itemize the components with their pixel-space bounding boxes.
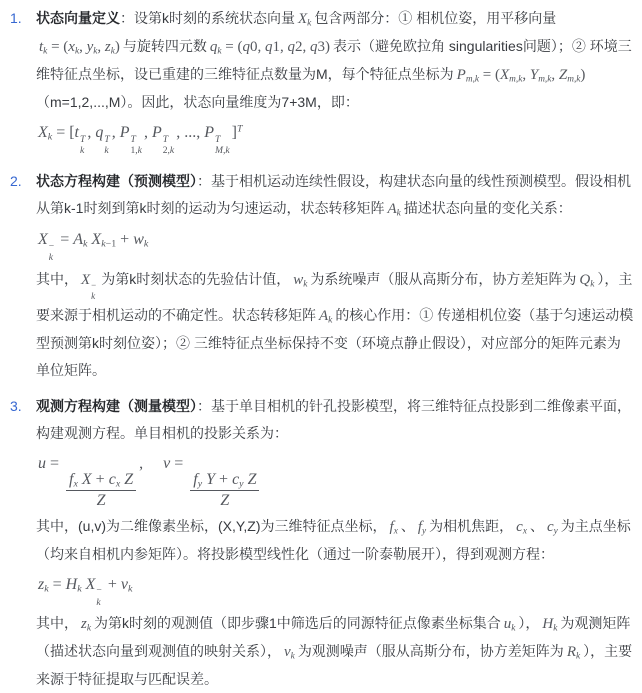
text-run: 设第k时刻的系统状态向量	[134, 10, 295, 26]
fraction: $\frac{f_x X + c_x Z}{Z}$	[66, 470, 136, 511]
inline-math: $c_y$	[546, 518, 558, 536]
text-run: 为观测矩阵（描述状态向量到观测值的映射关系），	[36, 615, 631, 660]
inline-math: $P_{m,k} = (X_{m,k}$, $Y_{m,k}$, $Z_{m,k}$)	[456, 67, 586, 85]
inline-math: $Q_k$	[579, 271, 595, 289]
text-run: 为主点坐标（均来自相机内参矩阵）。将投影模型线性化（通过一阶泰勒展开），得到观测方程：	[36, 517, 631, 562]
text-run: 为系统噪声（服从高斯分布，协方差矩阵为	[310, 270, 577, 287]
inline-math: $f_y$	[417, 518, 427, 536]
inline-math: $H_k$	[542, 616, 558, 634]
text-run: 为第k时刻状态的先验估计值，	[101, 270, 291, 287]
inline-math: $v_k$	[284, 644, 295, 662]
numbered-list	[10, 5, 634, 693]
text-run: 基于单目相机的针孔投影模型，将三维特征点投影到二维像素平面，构建观测方程。单目相机的投影关系为：	[36, 397, 631, 441]
list-number: 1.	[10, 10, 22, 26]
inline-math: $t_k = (x_k$, $y_k$, $z_k$)	[39, 39, 120, 57]
text-run: 基于相机运动连续性假设，构建状态向量的线性预测模型。假设相机从第k-1时刻到第k时刻的运动为匀速运动，状态转移矩阵	[36, 172, 631, 216]
text-run: 其中，	[36, 615, 78, 632]
text-run: 表示（避免欧拉角 singularities问题）；② 环境三维特征点坐标，设已重建的三维特征点数量为M，每个特征点坐标为	[36, 38, 632, 82]
inline-math: X − k	[81, 271, 97, 301]
text-run: （m=1,2,...,M）。因此，状态向量维度为7+3M，即：	[36, 94, 359, 110]
inline-math: $q_k = (q0$, q1, q2, q3)	[209, 39, 330, 57]
inline-math: $A_k$	[387, 200, 401, 219]
text-run: 其中，(u,v)为二维像素坐标，(X,Y,Z)为三维特征点坐标，	[36, 517, 387, 534]
item-title: 状态方程构建（预测模型）	[36, 172, 197, 189]
paragraph	[36, 513, 634, 568]
paragraph	[36, 610, 634, 693]
list-item	[10, 393, 634, 693]
inline-math: $c_x$	[516, 518, 527, 536]
list-content	[36, 168, 634, 384]
inline-math: $R_k$	[566, 644, 581, 662]
title-colon: ：	[120, 10, 134, 26]
paragraph	[36, 5, 634, 116]
list-number: 2.	[10, 172, 22, 189]
fraction: $\frac{f_y Y + c_y Z}{Z}$	[190, 470, 259, 511]
inline-math: $u_k$	[503, 616, 516, 634]
text-run: 包含两部分：① 相机位姿，用平移向量	[314, 10, 557, 26]
text-run: 的核心作用：① 传递相机位姿（基于匀速运动模型预测第k时刻位姿）；② 三维特征点坐标保持不变（环境点静止假设），对应部分的矩阵元素为单位矩阵。	[36, 306, 634, 378]
text-run: 其中，	[36, 270, 78, 287]
display-formula: $X_k = [t$ T k , q T k , P T 1,k , P T 2,k , ..., P T M,k ]$^T$	[38, 123, 243, 157]
text-run: 为观测噪声（服从高斯分布，协方差矩阵为	[297, 643, 564, 660]
inline-math: $A_k$	[319, 307, 333, 325]
display-formula: X − k = $A_k$ $X_{k-1} + w_k$	[38, 230, 149, 264]
title-colon: ：	[197, 397, 211, 414]
text-run: 、	[400, 517, 415, 534]
inline-math: $w_k$	[293, 271, 308, 289]
text-run: ），主要来源于特征提取与匹配误差。	[36, 643, 633, 688]
text-run: 、	[529, 517, 544, 534]
item-title: 观测方程构建（测量模型）	[36, 397, 197, 414]
paragraph	[36, 266, 634, 384]
list-item	[10, 168, 634, 384]
list-content	[36, 5, 634, 159]
display-formula: u = $\frac{f_x X + c_x Z}{Z}$ , v = $\frac{f_y Y + c_y Z}{Z}$	[38, 449, 634, 511]
text-run: 为第k时刻的观测值（即步骤1中筛选后的同源特征点像素坐标集合	[93, 615, 501, 632]
text-run: ），主要来源于相机运动的不确定性。状态转移矩阵	[36, 270, 633, 323]
paragraph	[36, 168, 634, 223]
title-colon: ：	[197, 172, 211, 189]
display-formula: $z_k = H_k$ X − k + $v_k$	[38, 575, 133, 608]
text-run: 与旋转四元数	[122, 38, 207, 54]
inline-math: $f_x$	[389, 518, 398, 536]
paragraph	[36, 393, 634, 447]
list-content	[36, 393, 634, 693]
text-run: 为相机焦距，	[429, 517, 514, 534]
item-title: 状态向量定义	[36, 10, 120, 26]
inline-math: $X_k$	[298, 11, 312, 29]
text-run: ），	[518, 615, 540, 632]
text-run: 描述状态向量的变化关系：	[403, 199, 572, 216]
list-item	[10, 5, 634, 159]
inline-math: $z_k$	[81, 616, 91, 634]
list-number: 3.	[10, 397, 22, 414]
